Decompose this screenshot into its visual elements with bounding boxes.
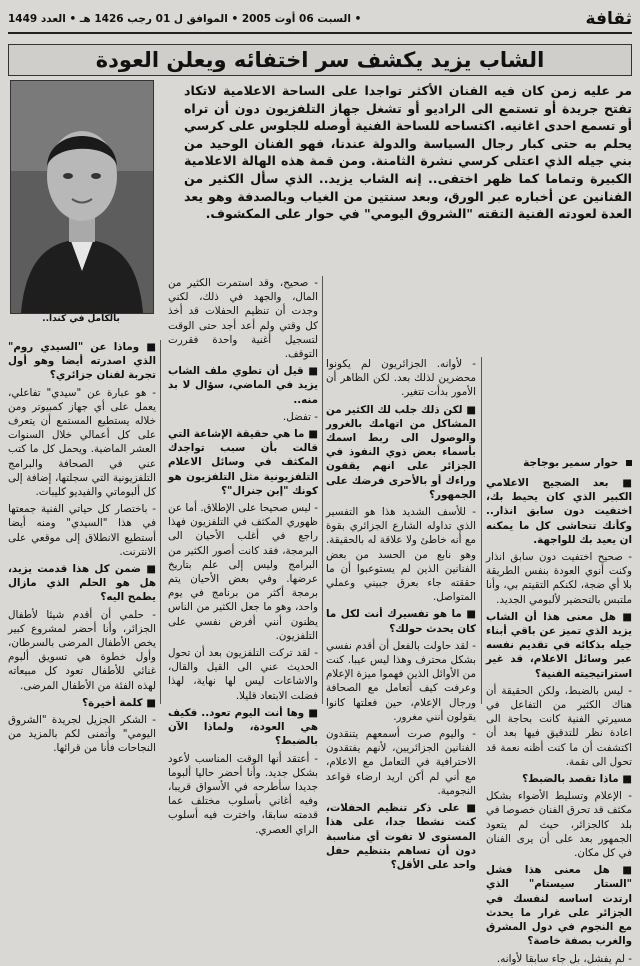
interview-question: ■ هل معنى هذا فشل "الستار سيستام" الذي ارتدت اساسه لنفسك في الجزائر على غرار ما يحدث مع النجوم في دول المشرق والغرب بصفة خاصة؟ <box>486 864 632 948</box>
interview-answer: - الشكر الجزيل لجريدة "الشروق اليومي" وأتمنى لكم بالمزيد من النجاحات فأنا من قرائها. <box>8 714 156 755</box>
interview-question: ■ لكن ذلك جلب لك الكثير من المشاكل من اتهامك بالغرور والوصول الى ربط اسمك بأسماء بعض ذوي النفوذ في الجزائر على انهم يقفون وراءك أو بالأحرى فرضك على الجمهور؟ <box>326 403 476 501</box>
interview-answer: - لقد حاولت بالفعل أن أقدم نفسي بشكل محترف وهذا ليس عيبا. كنت من الأوائل الذين فهموا ميزة الإعلام وعرفت كيف أتعامل مع الصحافة ورجال الإعلام، حين فعلتها كانوا يقولون أنني مغرور. <box>326 639 476 723</box>
interview-answer: - لأوانه. الجزائريون لم يكونوا محضرين لذلك بعد. لكن الظاهر أن الأمور بدأت تتغير. <box>326 358 476 399</box>
byline <box>484 457 632 473</box>
interview-question: ■ وها أنت اليوم تعود.. فكيف هي العودة، ولماذا الآن بالضبط؟ <box>168 706 318 748</box>
column-divider <box>481 357 482 704</box>
singer-photo <box>10 80 154 314</box>
interview-question: ■ ماذا تقصد بالضبط؟ <box>522 773 632 786</box>
interview-answer: - ليس صحيحا على الإطلاق. أما عن ظهوري المكثف في التلفزيون فهذا راجع في أغلب الأحيان الى البرمجة، فقد كانت أصور الكثير من البرامج وليس إلى علم بتاريخ عرضها. وفي بعض الأحيان يتم برمجة أكثر من برنامج في يوم واحد، وهو ما جعل الكثير من الناس يظنون أنني أفرض نفسي على التلفزيون. <box>168 502 318 642</box>
interview-question: ■ هل معنى هذا أن الشاب يزيد الذي تميز عن باقي أبناء جيله بذكائه في تقديم نفسه عبر وسائل الاعلام، قد غير استراتيجيته الفنية؟ <box>486 610 632 680</box>
interview-question: ■ ما هي حقيقة الإشاعة التي قالت بأن سبب تواجدك المكثف في وسائل الاعلام التلفزيونية مثل التلفزيون هو كونك "إبن جنرال"؟ <box>168 428 318 497</box>
column-divider <box>160 340 161 704</box>
interview-question: ■ بعد الضجيج الاعلامي الكبير الذي كان يحيط بك، اختفيت دون سابق انذار.. وكأنك تتحاشى كل ما يمكنه ان يعيد بك للواجهة. <box>486 477 632 546</box>
interview-question: ■ كلمة أخيرة؟ <box>82 696 156 709</box>
interview-answer: - صحيح اختفيت دون سابق انذار وكنت أنوي العودة بنفس الطريقة بلا أي ضجة، لكنكم التقيتم بي، وأنا ملتبس بالتحضير لألبومي الجديد. <box>486 551 632 606</box>
bullet-icon <box>626 460 632 466</box>
photo-caption: بالكامل في كندا.. <box>42 314 120 324</box>
interview-answer: - لقد تركت التلفزيون بعد أن تحول الحديث عني الى القيل والقال، والاشاعات ليس لها نهاية، لهذا فضلت الابتعاد قليلا. <box>168 647 318 702</box>
interview-question: ■ قيل أن تطوي ملف الشاب يزيد في الماضي، سؤال لا بد منه.. <box>168 365 318 406</box>
interview-answer: - الإعلام وتسليط الأضواء بشكل مكثف قد تحرق الفنان خصوصا في بلد كالجزائر، حيث لم يتعود الجمهور بعد على أن يرى الفنان في كل مكان. <box>486 790 632 860</box>
article-title: الشاب يزيد يكشف سر اختفائه ويعلن العودة <box>95 48 545 72</box>
interview-answer: - للأسف الشديد هذا هو التفسير الذي تداوله الشارع الجزائري بقوة مع أنه خاطئ ولا علاقة له بالحقيقة. وهو نابع من الحسد من بعض الفنانين الذين لم يستوعبوا أن ما حققته جاء بعرق جبيني وعملي المتواصل. <box>326 506 476 604</box>
interview-answer: - هو عبارة عن "سيدي" تفاعلي، يعمل على أي جهاز كمبيوتر ومن خلاله يستطيع المستمع أن يتعرف على كل أعمالي خلال السنوات العشر الماضية. ويحمل كل ما كتب عني في الصحافة والبرامج التلفزيونية التي سجلتها، إضافة إلى كل ألبوماتي والفيديو كليبات. <box>8 386 156 499</box>
interview-question: ■ على ذكر تنظيم الحفلات، كنت نشطا جدا، على هذا المستوى لا تفوت أي مناسبة دون أن تساهم بتنظيم حفل واحد على الأقل؟ <box>326 802 476 871</box>
interview-question: ■ ما هو تفسيرك أنت لكل ما كان يحدث حولك؟ <box>326 608 476 635</box>
page-header <box>8 8 632 30</box>
column-divider <box>322 276 323 704</box>
byline-text: حوار سمير بوجاجة <box>523 457 619 469</box>
header-rule <box>8 32 632 34</box>
interview-question: ■ ضمن كل هذا قدمت يزيد، هل هو الحلم الذي مازال يطمح اليه؟ <box>8 563 156 604</box>
interview-answer: - باختصار كل حياتي الفنية جمعتها في هذا "السيدي" ومنه أيضا أستطيع الانطلاق إلى موقعي على الانترنت. <box>8 503 156 558</box>
interview-answer: - صحيح، وقد استمرت الكثير من المال، والجهد في ذلك، لكني وجدت أن تنظيم الحفلات قد أخذ كل وقتي ولم أعد أجد حتى الوقت لتسجيل أغنية واحدة فقررت التوقف. <box>168 277 318 361</box>
interview-answer: - ليس بالضبط، ولكن الحقيقة أن هناك الكثير من التفاعل في مسيرتي الفنية كانت بحاجة الى اعادة نظر للتدقيق فيها بعد أن اكتشفت أن ما كنت أظنه نعمة قد تحول الى نقمة. <box>486 684 632 768</box>
interview-answer: - لم يفشل، بل جاء سابقا لأوانه. <box>496 952 632 965</box>
issue-dateline: • السبت 06 أوت 2005 • الموافق ل 01 رجب 1426 هـ • العدد 1449 <box>8 13 362 25</box>
column-2 <box>326 357 476 871</box>
interview-answer: - أعتقد أنها الوقت المناسب لأعود بشكل جديد. وأنا أحضر حاليا ألبوما جديدا سأطرحه في الأسواق قريبا، وفيه أغاني بأسلوب مختلف عما قدمته سابقا، واخترت فيه أسلوب الراي العصري. <box>168 752 318 836</box>
column-3 <box>168 276 318 836</box>
column-1 <box>486 476 632 965</box>
headline-box <box>8 44 632 76</box>
interview-question: ■ وماذا عن "السيدي روم" الذي اصدرته أيضا وهو أول تجربة لفنان جزائري؟ <box>8 341 156 382</box>
interview-answer: - حلمي أن أقدم شيئا لأطفال الجزائر، وأنا أحضر لمشروع كبير يخص الأطفال المرضى بالسرطان، وأول خطوة هي تسويق ألبوم غنائي للأطفال تعود كل مبيعاته لهذه الفئة من الأطفال المرضى. <box>8 608 156 692</box>
interview-answer: - واليوم صرت أسمعهم يتنقدون الفنانين الجزائريين، لأنهم يفتقدون الاحترافية في التعامل مع الاعلام، مع أني لم أكن اريد ارضاء قواعد النجومية. <box>326 728 476 797</box>
article-lead: مر عليه زمن كان فيه الفنان الأكثر تواجدا على الساحة الاعلامية لاتكاد تفتح جريدة أو تستمع الى الراديو أو تشغل جهاز التلفزيون دون أن تراه أو تسمع احدى اغانيه. اكتساحه للساحة الفنية أوصله للجلوس على كرسي يحلم به حتى كبار رجال السياسة والدولة عندنا، فهو الفنان الوحيد من بني جيله الذي اعتلى كرسي نشرة الثامنة. ومن قمة هذه الهالة الاعلامية الكبيرة وتماما كما ظهر اختفى.. إنه الشاب يزيد.. الذي سأل الكثير من الفنانين عن أخباره عبر الورق، وبعد سنتين من الغياب وبالصدفة وهو يعد العدة لعودته الفنية التقته "الشروق اليومي" في حوار على المكشوف. <box>184 83 632 222</box>
portrait-illustration <box>11 81 153 313</box>
column-4 <box>8 340 156 755</box>
interview-answer: - تفضل. <box>282 410 318 423</box>
section-title: ثقافة <box>585 9 632 29</box>
